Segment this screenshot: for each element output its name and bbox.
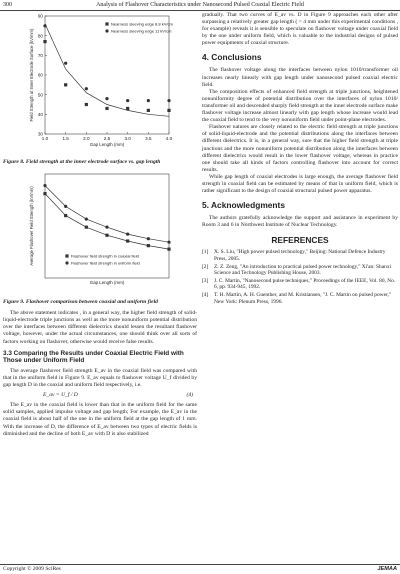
x-axis-label: Gap Length (mm) [89, 280, 125, 286]
x-tick-label: 1.5 [62, 136, 69, 141]
reference-list [202, 249, 398, 305]
data-point [43, 192, 46, 195]
data-point [64, 205, 67, 208]
running-title: Analysis of Flashover Characteristics under Nanosecond Pulsed Coaxial Electric Field [96, 2, 304, 8]
data-point [105, 22, 108, 25]
data-point [85, 226, 88, 229]
section-heading-conclusions: 4. Conclusions [202, 52, 262, 63]
reference-number: [1] [202, 249, 209, 256]
x-tick-label: 3.5 [145, 136, 152, 141]
figure-9-caption: Figure 9. Flashover comparison between coaxial and uniform field [3, 299, 158, 306]
plot-frame [45, 16, 169, 134]
reference-number: [3] [202, 277, 209, 284]
copyright: Copyright © 2009 SciRes [3, 566, 61, 572]
data-point [147, 237, 150, 240]
reference-text: X. S. Liu, "High power pulsed technology," Beijing: National Defence Industry Press, 2005. [214, 249, 386, 263]
data-point [43, 184, 46, 187]
reference-text: J. C. Martin, "Nanosecond pulse techniques," Proceedings of the IEEE, Vol. 80, No. 6, pp. 934-945, 1992. [214, 277, 396, 291]
figure-9-chart [3, 170, 197, 294]
paragraph: The authors gratefully acknowledge the support and assistance in experiment by Room 3 and 6 in Northwest Institute of Nuclear Technology. [202, 215, 398, 229]
data-point [105, 107, 108, 110]
section-heading-3-3: 3.3 Comparing the Results under Coaxial Electric Field with Those under Uniform Field [3, 349, 184, 365]
y-tick-label: 40 [37, 111, 43, 117]
references-heading: REFERENCES [271, 235, 329, 246]
data-point [147, 109, 150, 112]
equation-4 [43, 392, 193, 399]
data-point [105, 226, 108, 229]
data-point [126, 107, 129, 110]
y-tick-label: 50 [37, 92, 43, 98]
section-heading-acknowledgments: 5. Acknowledgments [202, 200, 285, 211]
figure-8-chart [3, 12, 197, 154]
data-point [64, 214, 67, 217]
page-header [0, 0, 400, 10]
paragraph: The above statement indicates , in a general way, the higher field strength of solid-liquid-electrode triple junctions as well as the more nonuniform potential distribution over the interfaces between different dielectrics should lessen the resultant flashover voltage, however, under the actual circumstances, one should think over all sorts of factors working on flashover, otherwise would receive false results. [3, 310, 197, 345]
legend-label: Nearness sleeving edge 8.8 kV/cm [111, 21, 173, 27]
reference-text: T. H. Martin, A. H. Guenther, and M. Kristiansen, "J. C. Martin on pulsed power," New York: Plenum Press, 1996. [214, 292, 392, 305]
series-line [45, 194, 169, 250]
legend-label: Flashover field strength in coaxial field [71, 253, 139, 259]
data-point [147, 244, 150, 247]
right-column [202, 12, 398, 306]
figure-8-caption: Figure 8. Field strength at the inner electrode surface vs. gap length [3, 159, 161, 166]
data-point [65, 254, 68, 257]
data-point [126, 240, 129, 243]
x-tick-label: 1.0 [41, 136, 49, 141]
y-axis-label: Average Flashover Field Strength (kV/mm) [29, 186, 34, 266]
data-point [105, 29, 108, 32]
fit-curve [45, 24, 169, 116]
reference-item [202, 292, 398, 305]
reference-number: [4] [202, 292, 209, 298]
data-point [105, 234, 108, 237]
y-tick-label: 70 [37, 52, 43, 58]
equation-body: E_av = U_f / D [43, 392, 78, 399]
data-point [65, 261, 68, 264]
page-number: 300 [3, 2, 12, 8]
reference-item [202, 278, 398, 291]
footer-rule [0, 564, 400, 565]
data-point [64, 83, 67, 86]
data-point [43, 24, 46, 27]
x-tick-label: 4.0 [165, 136, 173, 141]
y-axis-label: Field Strength at Inner Electrode Surface (kV/mm) [29, 28, 34, 122]
paragraph: The composition effects of enhanced field strength at triple junctions, heightened nonuniformity degree of potential distribution over the interfaces of nylon 1010/ transformer oil and descended sharply field strength at the inner electrode surface make flashover voltage increase almost linearly with gap length whose increase would lead the coaxial field to tend to the very nonuniform field under point-plane electrodes. [202, 88, 399, 124]
x-tick-label: 2.5 [103, 136, 111, 141]
header-rule [0, 10, 400, 11]
data-point [126, 99, 129, 102]
reference-item [202, 249, 398, 262]
journal-name: JEMAA [377, 566, 397, 572]
data-point [43, 40, 46, 43]
reference-text: Z. Z. Zeng, "An introduction to practical pulsed power technology," Xi'an: Shanxi Science and Technology Publishing House, 2003. [214, 263, 392, 277]
legend-label: Flashover field strength in uniform field [71, 260, 140, 266]
data-point [167, 109, 170, 112]
paragraph: The average flashover field strength E_av in the coaxial field was compared with that in the uniform field in Figure 9. E_av equals to flashover voltage U_f divided by gap length D in the coaxial and uniform field respectively, i.e. [3, 367, 197, 389]
paragraph: While gap length of coaxial electrodes is large enough, the average flashover field strength in coaxial field can be estimated by means of that in uniform field, which is rather significant to the design of coaxial structural pulsed power apparatus. [202, 173, 398, 195]
data-point [167, 99, 170, 102]
y-tick-label: 60 [37, 72, 43, 78]
data-point [105, 97, 108, 100]
x-tick-label: 2.0 [83, 136, 90, 141]
data-point [64, 62, 67, 65]
equation-number: (4) [186, 392, 193, 399]
data-point [126, 233, 129, 236]
data-point [85, 103, 88, 106]
x-axis-label: Gap Length (mm) [89, 142, 125, 147]
paragraph: The E_av in the coaxial field is lower than that in the uniform field for the same solid samples, applied impulse voltage and gap length; For example, the E_av in the coaxial field is about half of the one in the uniform field at the gap length of 1 mm. With the increase of D, the difference of E_av between two types of electric fields is diminished and the decline of both E_av with D is also stabilized [3, 402, 197, 437]
data-point [85, 218, 88, 221]
paragraph: gradually. That two curves of E_av vs. D in Figure 9 approaches each other after surpassing a relatively greater gap length ( > 4 mm under this experimental conditions , for example) reveals it is sensible to speculate on flashover voltage under coaxial field by the one under uniform field, which is valuable to the industrial designs of pulsed power equipments of coaxial structure. [202, 12, 398, 47]
legend-label: Nearness sleeving edge 11 kV/cm [111, 28, 172, 34]
left-column [3, 12, 197, 438]
data-point [85, 87, 88, 90]
page-footer [0, 564, 400, 574]
y-tick-label: 30 [37, 131, 43, 137]
y-tick-label: 80 [37, 33, 43, 39]
reference-item [202, 264, 398, 277]
x-tick-label: 3.0 [124, 136, 131, 141]
data-point [167, 241, 170, 244]
y-tick-label: 90 [37, 13, 43, 19]
data-point [147, 99, 150, 102]
reference-number: [2] [202, 263, 209, 270]
paragraph: The flashover voltage along the interfaces between nylon 1010/transformer oil increases nearly linearly with gap length under nanosecond pulsed coaxial electric field. [202, 67, 398, 88]
data-point [167, 248, 170, 251]
paragraph: Flashover natures are closely related to the electric field strength at triple junctions of solid-liquid-electrode and the potential distributions along the interfaces between different dielectrics. It is, in a general way, sure that the higher field strength at triple junctions and the more nonuniform potential distribution along the interfaces between different dielectrics would result in the lower flashover voltage, whereas in practice one should take all kinds of factors controlling flashover into account for correct results. [202, 124, 398, 173]
